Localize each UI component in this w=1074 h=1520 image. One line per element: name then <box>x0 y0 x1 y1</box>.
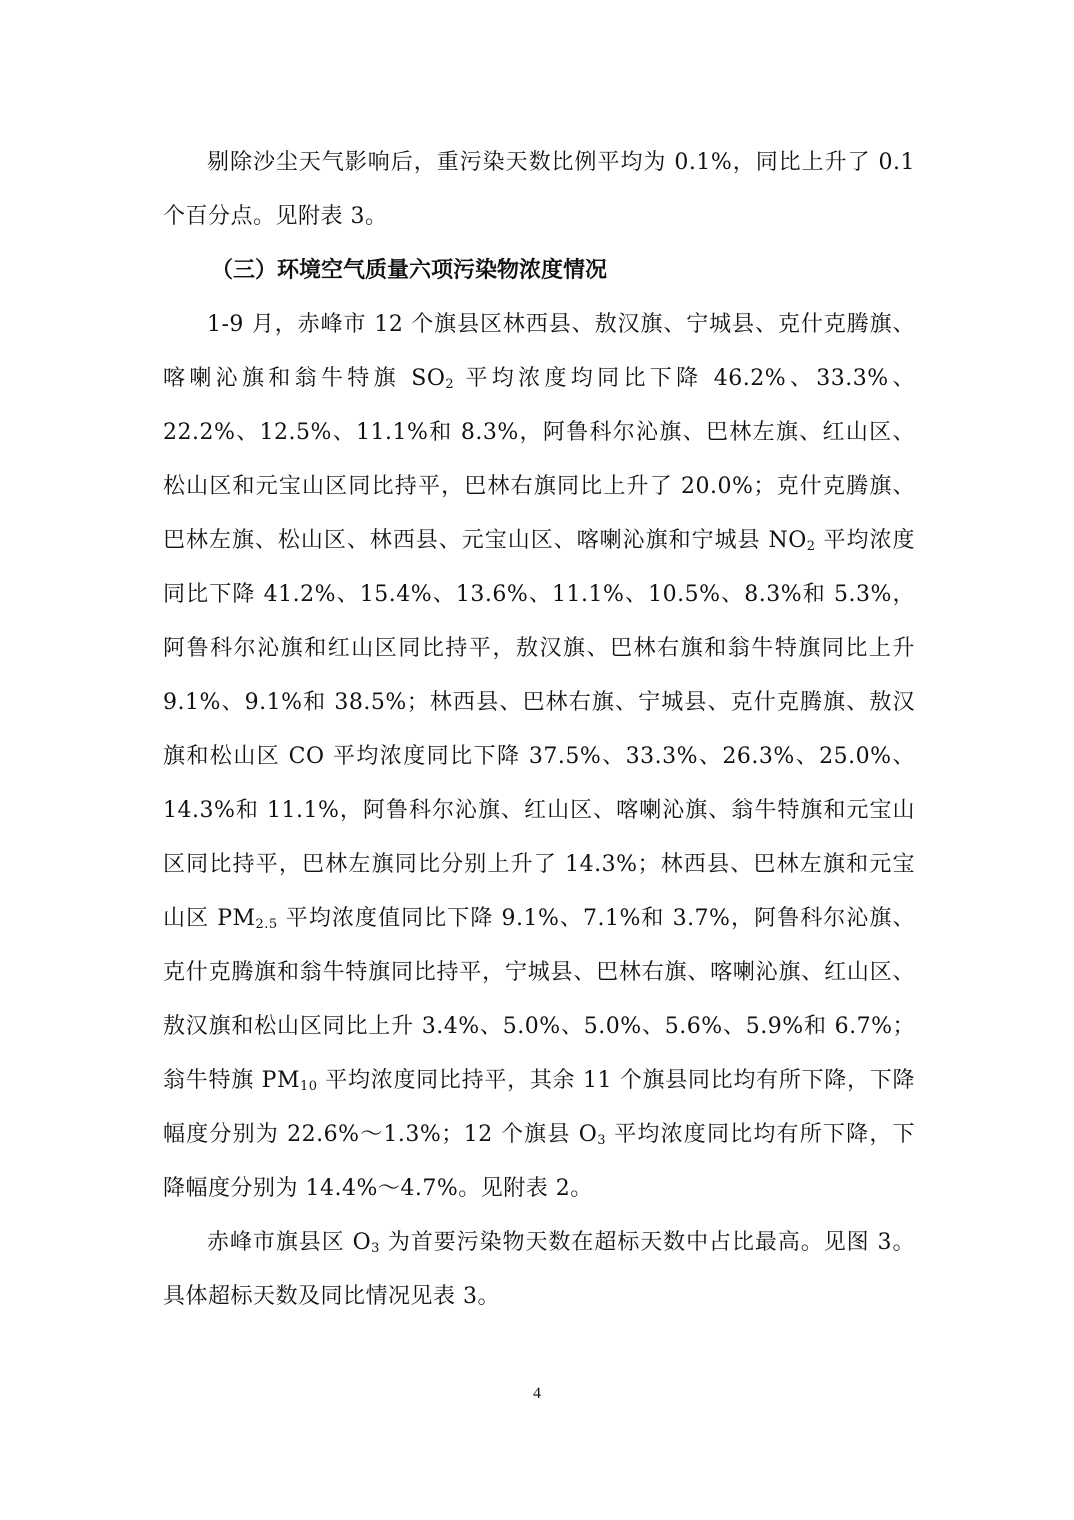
text-run: 平均浓度均同比下降 46.2%、33.3%、22.2%、12.5%、11.1%和 8.3%，阿鲁科尔沁旗、巴林左旗、红山区、松山区和元宝山区同比持平，巴林右旗同比上升了 20.0%；克什克腾旗、巴林左旗、松山区、林西县、元宝山区、喀喇沁旗和宁城县 NO <box>163 366 915 553</box>
subscript: 3 <box>597 1133 607 1148</box>
subscript: 3 <box>371 1241 380 1256</box>
document-body <box>163 136 915 1324</box>
text-run: 1-9 月，赤峰市 12 个旗县区林西县、敖汉旗、宁城县、克什克腾旗、喀喇沁旗和翁牛特旗 SO <box>163 312 915 391</box>
subscript: 2 <box>806 539 816 554</box>
section-heading: （三）环境空气质量六项污染物浓度情况 <box>211 258 608 283</box>
subscript: 2 <box>445 377 455 392</box>
page-number: 4 <box>533 1385 541 1402</box>
subscript: 10 <box>299 1079 318 1094</box>
text-run: 赤峰市旗县区 O <box>207 1230 372 1255</box>
text-run: 平均浓度同比均有所下降，下降幅度分别为 14.4%～4.7%。见附表 2。 <box>163 1122 916 1201</box>
text-run: 平均浓度同比下降 41.2%、15.4%、13.6%、11.1%、10.5%、8.3%和 5.3%，阿鲁科尔沁旗和红山区同比持平，敖汉旗、巴林右旗和翁牛特旗同比上升 9.1%、9.1%和 38.5%；林西县、巴林右旗、宁城县、克什克腾旗、敖汉旗和松山区 CO 平均浓度同比下降 37.5%、33.3%、26.3%、25.0%、14.3%和 11.1%，阿鲁科尔沁旗、红山区、喀喇沁旗、翁牛特旗和元宝山区同比持平，巴林左旗同比分别上升了 14.3%；林西县、巴林左旗和元宝山区 PM <box>163 528 915 931</box>
paragraph-pollutant-concentrations <box>163 298 915 1216</box>
text-run: 平均浓度值同比下降 9.1%、7.1%和 3.7%，阿鲁科尔沁旗、克什克腾旗和翁牛特旗同比持平，宁城县、巴林右旗、喀喇沁旗、红山区、敖汉旗和松山区同比上升 3.4%、5.0%、5.0%、5.6%、5.9%和 6.7%；翁牛特旗 PM <box>163 906 915 1093</box>
text-run: 平均浓度同比持平，其余 11 个旗县同比均有所下降，下降幅度分别为 22.6%～1.3%；12 个旗县 O <box>163 1068 915 1147</box>
text-run: 为首要污染物天数在超标天数中占比最高。见图 3。具体超标天数及同比情况见表 3。 <box>163 1230 915 1309</box>
paragraph-heavy-pollution: 剔除沙尘天气影响后，重污染天数比例平均为 0.1%，同比上升了 0.1 个百分点。见附表 3。 <box>163 150 915 229</box>
paragraph-primary-pollutant <box>163 1216 915 1324</box>
subscript: 2.5 <box>255 917 278 932</box>
